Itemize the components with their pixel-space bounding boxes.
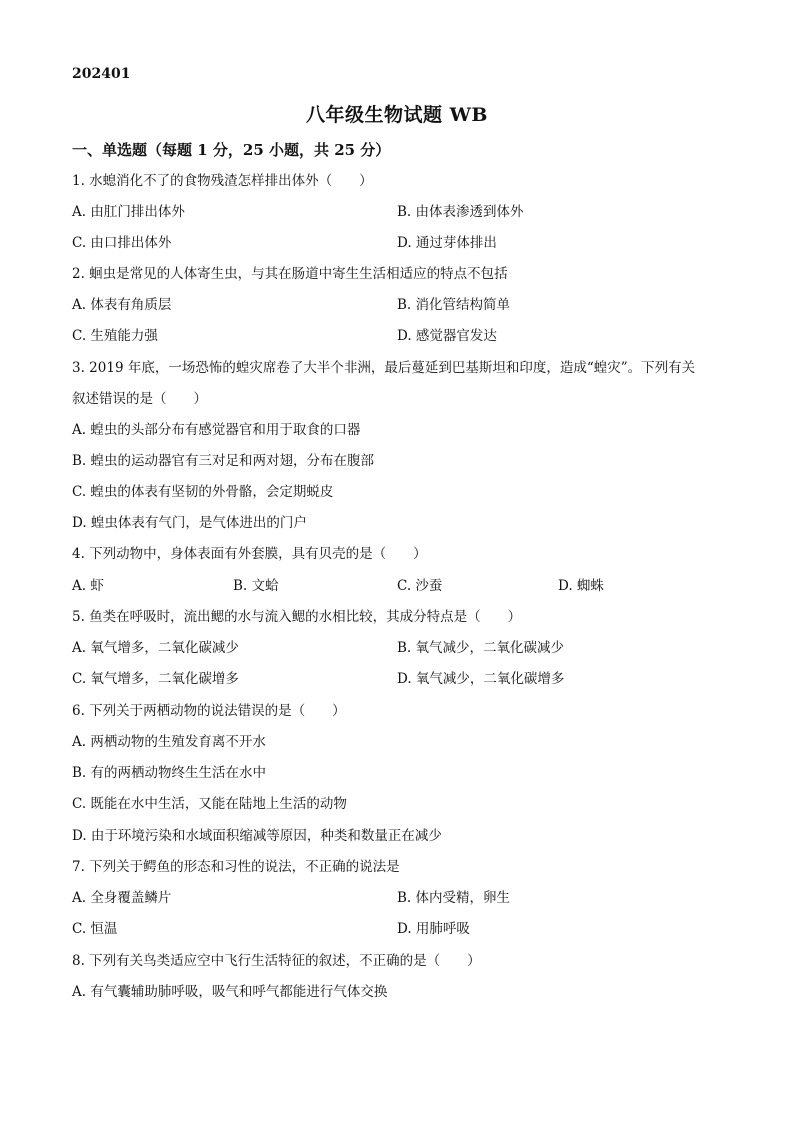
paper-code: 202401 (72, 66, 131, 82)
question-8-option-a: A. 有气囊辅助肺呼吸，吸气和呼气都能进行气体交换 (72, 984, 388, 1000)
question-7-option-c: C. 恒温 (72, 921, 118, 937)
question-1-stem: 1. 水螅消化不了的食物残渣怎样排出体外（ ） (72, 173, 373, 189)
question-5-option-c: C. 氧气增多，二氧化碳增多 (72, 671, 239, 687)
question-8-stem: 8. 下列有关鸟类适应空中飞行生活特征的叙述，不正确的是（ ） (72, 953, 481, 969)
question-5-option-b: B. 氧气减少，二氧化碳减少 (397, 640, 565, 656)
question-2-option-b: B. 消化管结构简单 (397, 297, 511, 313)
question-5-stem: 5. 鱼类在呼吸时，流出鳃的水与流入鳃的水相比较，其成分特点是（ ） (72, 609, 522, 625)
question-3-stem-continued: 叙述错误的是（ ） (72, 391, 207, 407)
question-6-option-b: B. 有的两栖动物终生生活在水中 (72, 765, 267, 781)
question-6-stem: 6. 下列关于两栖动物的说法错误的是（ ） (72, 703, 346, 719)
question-7-stem: 7. 下列关于鳄鱼的形态和习性的说法，不正确的说法是 (72, 859, 400, 875)
question-5-option-a: A. 氧气增多，二氧化碳减少 (72, 640, 239, 656)
question-3-option-c: C. 蝗虫的体表有坚韧的外骨骼，会定期蜕皮 (72, 484, 334, 500)
section-heading: 一、单选题（每题 1 分，25 小题，共 25 分） (72, 141, 391, 159)
question-3-option-d: D. 蝗虫体表有气门，是气体进出的门户 (72, 515, 307, 531)
question-1-option-c: C. 由口排出体外 (72, 235, 172, 251)
question-6-option-c: C. 既能在水中生活，又能在陆地上生活的动物 (72, 796, 347, 812)
question-2-option-c: C. 生殖能力强 (72, 328, 158, 344)
question-4-option-a: A. 虾 (72, 578, 104, 594)
question-2-option-a: A. 体表有角质层 (72, 297, 172, 313)
question-4-option-d: D. 蜘蛛 (558, 578, 604, 594)
question-6-option-a: A. 两栖动物的生殖发育离不开水 (72, 734, 266, 750)
question-7-option-b: B. 体内受精，卵生 (397, 890, 511, 906)
question-3-option-b: B. 蝗虫的运动器官有三对足和两对翅，分布在腹部 (72, 453, 375, 469)
question-1-option-d: D. 通过芽体排出 (397, 235, 497, 251)
question-3-stem: 3. 2019 年底，一场恐怖的蝗灾席卷了大半个非洲，最后蔓延到巴基斯坦和印度，造成“蝗灾”。下列有关 (72, 360, 696, 376)
question-4-stem: 4. 下列动物中，身体表面有外套膜，具有贝壳的是（ ） (72, 546, 427, 562)
question-7-option-d: D. 用肺呼吸 (397, 921, 470, 937)
question-7-option-a: A. 全身覆盖鳞片 (72, 890, 172, 906)
question-4-option-b: B. 文蛤 (233, 578, 279, 594)
question-2-option-d: D. 感觉器官发达 (397, 328, 497, 344)
question-1-option-b: B. 由体表渗透到体外 (397, 204, 524, 220)
page-title: 八年级生物试题 WB (305, 104, 488, 126)
question-4-option-c: C. 沙蚕 (397, 578, 443, 594)
question-5-option-d: D. 氧气减少，二氧化碳增多 (397, 671, 565, 687)
question-6-option-d: D. 由于环境污染和水域面积缩减等原因，种类和数量正在减少 (72, 828, 442, 844)
question-1-option-a: A. 由肛门排出体外 (72, 204, 185, 220)
question-2-stem: 2. 蛔虫是常见的人体寄生虫，与其在肠道中寄生生活相适应的特点不包括 (72, 266, 508, 282)
question-3-option-a: A. 蝗虫的头部分布有感觉器官和用于取食的口器 (72, 422, 361, 438)
